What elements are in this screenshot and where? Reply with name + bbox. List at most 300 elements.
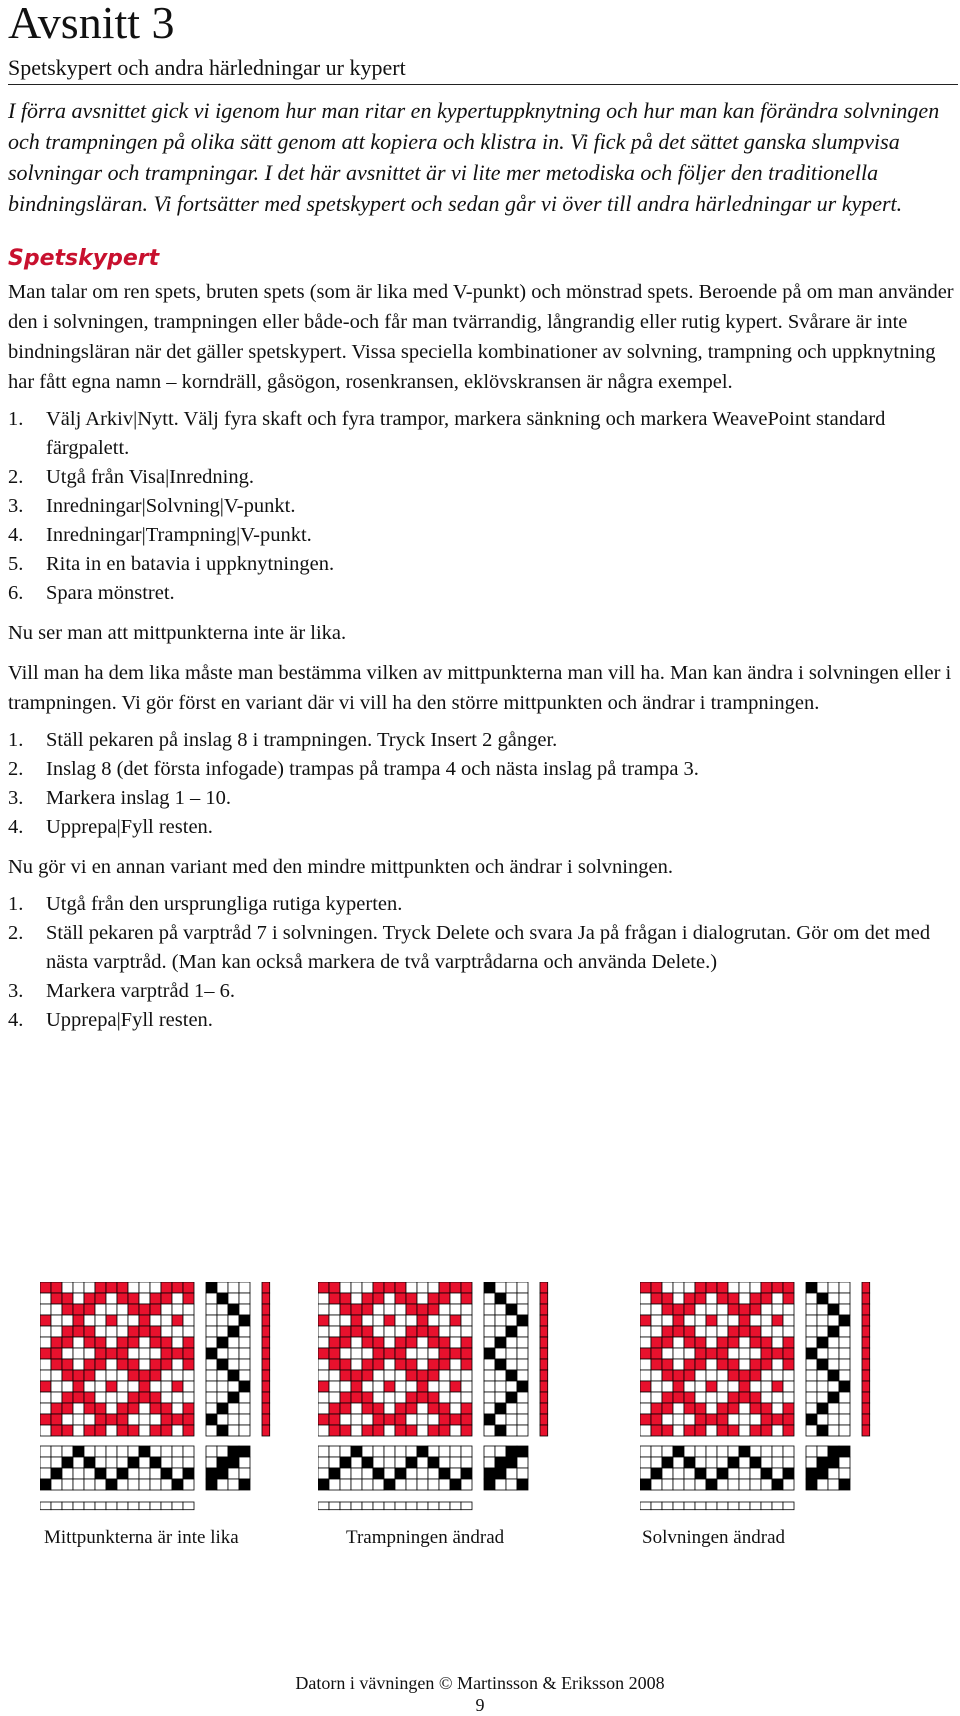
- drawdown-cell: [750, 1326, 761, 1337]
- drawdown-cell: [395, 1326, 406, 1337]
- threading-cell: [439, 1446, 450, 1457]
- drawdown-cell: [139, 1282, 150, 1293]
- drawdown-cell: [139, 1403, 150, 1414]
- threading-cell: [172, 1479, 183, 1490]
- drawdown-cell: [395, 1282, 406, 1293]
- drawdown-cell: [739, 1381, 750, 1392]
- threading-cell: [739, 1468, 750, 1479]
- drawdown-cell: [318, 1370, 329, 1381]
- drawdown-cell: [428, 1403, 439, 1414]
- drawdown-cell: [384, 1403, 395, 1414]
- drawdown-cell: [84, 1403, 95, 1414]
- threading-cell: [717, 1446, 728, 1457]
- drawdown-cell: [106, 1392, 117, 1403]
- warp-color-cell: [183, 1502, 194, 1510]
- drawdown-cell: [40, 1425, 51, 1436]
- drawdown-cell: [783, 1414, 794, 1425]
- drawdown-cell: [450, 1337, 461, 1348]
- threading-cell: [329, 1457, 340, 1468]
- drawdown-cell: [651, 1425, 662, 1436]
- drawdown-cell: [695, 1348, 706, 1359]
- threading-cell: [428, 1468, 439, 1479]
- treadling-cell: [839, 1414, 850, 1425]
- drawdown-cell: [684, 1326, 695, 1337]
- drawdown-cell: [117, 1414, 128, 1425]
- drawdown-cell: [739, 1370, 750, 1381]
- treadling-cell: [828, 1293, 839, 1304]
- list-item-text: Inslag 8 (det första infogade) trampas på trampa 4 och nästa inslag på trampa 3.: [46, 758, 699, 780]
- threading-cell: [761, 1479, 772, 1490]
- drawdown-cell: [450, 1348, 461, 1359]
- treadling-cell: [517, 1414, 528, 1425]
- drawdown-cell: [329, 1425, 340, 1436]
- treadling-cell: [806, 1293, 817, 1304]
- drawdown-cell: [139, 1326, 150, 1337]
- threading-cell: [62, 1468, 73, 1479]
- drawdown-cell: [395, 1348, 406, 1359]
- drawdown-cell: [40, 1381, 51, 1392]
- tieup-cell: [506, 1446, 517, 1457]
- threading-cell: [183, 1457, 194, 1468]
- drawdown-cell: [329, 1414, 340, 1425]
- drawdown-cell: [128, 1348, 139, 1359]
- drawdown-cell: [62, 1414, 73, 1425]
- drawdown-cell: [695, 1282, 706, 1293]
- drawdown-cell: [461, 1304, 472, 1315]
- warp-color-cell: [684, 1502, 695, 1510]
- drawdown-cell: [340, 1359, 351, 1370]
- drawdown-cell: [640, 1326, 651, 1337]
- treadling-cell: [239, 1403, 250, 1414]
- drawdown-cell: [728, 1304, 739, 1315]
- drawdown-cell: [761, 1293, 772, 1304]
- drawdown-cell: [651, 1315, 662, 1326]
- drawdown-cell: [428, 1381, 439, 1392]
- threading-cell: [62, 1479, 73, 1490]
- drawdown-cell: [706, 1425, 717, 1436]
- treadling-cell: [517, 1282, 528, 1293]
- treadling-cell: [217, 1282, 228, 1293]
- warp-color-cell: [384, 1502, 395, 1510]
- drawdown-cell: [340, 1414, 351, 1425]
- threading-cell: [450, 1457, 461, 1468]
- treadling-cell: [817, 1359, 828, 1370]
- treadling-cell: [817, 1348, 828, 1359]
- drawdown-cell: [450, 1359, 461, 1370]
- treadling-cell: [239, 1381, 250, 1392]
- drawdown-cell: [62, 1282, 73, 1293]
- drawdown-cell: [340, 1337, 351, 1348]
- drawdown-cell: [461, 1348, 472, 1359]
- drawdown-cell: [395, 1425, 406, 1436]
- threading-cell: [406, 1457, 417, 1468]
- drawdown-cell: [439, 1348, 450, 1359]
- weft-color-cell: [262, 1403, 270, 1414]
- drawdown-cell: [417, 1359, 428, 1370]
- drawdown-cell: [318, 1282, 329, 1293]
- threading-cell: [761, 1468, 772, 1479]
- treadling-cell: [228, 1392, 239, 1403]
- treadling-cell: [506, 1348, 517, 1359]
- treadling-cell: [817, 1315, 828, 1326]
- threading-cell: [706, 1479, 717, 1490]
- treadling-cell: [517, 1304, 528, 1315]
- drawdown-cell: [673, 1282, 684, 1293]
- threading-cell: [640, 1479, 651, 1490]
- drawdown-cell: [340, 1425, 351, 1436]
- treadling-cell: [828, 1403, 839, 1414]
- treadling-cell: [506, 1304, 517, 1315]
- drawdown-cell: [706, 1381, 717, 1392]
- steps-list-2: [8, 726, 958, 842]
- weft-color-cell: [540, 1282, 548, 1293]
- drawdown-cell: [95, 1414, 106, 1425]
- threading-cell: [439, 1479, 450, 1490]
- drawdown-cell: [750, 1293, 761, 1304]
- drawdown-cell: [351, 1337, 362, 1348]
- threading-cell: [706, 1446, 717, 1457]
- treadling-cell: [206, 1370, 217, 1381]
- warp-color-cell: [640, 1502, 651, 1510]
- drawdown-cell: [662, 1326, 673, 1337]
- drawdown-cell: [318, 1392, 329, 1403]
- threading-cell: [183, 1479, 194, 1490]
- section-paragraph-2: Nu ser man att mittpunkterna inte är lika.: [8, 622, 347, 644]
- drawdown-cell: [772, 1381, 783, 1392]
- treadling-cell: [506, 1370, 517, 1381]
- threading-cell: [51, 1468, 62, 1479]
- list-item-text: Rita in en batavia i uppknytningen.: [46, 553, 335, 575]
- weft-color-cell: [540, 1315, 548, 1326]
- drawdown-cell: [362, 1425, 373, 1436]
- threading-cell: [662, 1457, 673, 1468]
- drawdown-cell: [95, 1381, 106, 1392]
- drawdown-cell: [128, 1403, 139, 1414]
- treadling-cell: [206, 1293, 217, 1304]
- steps-list-3: [8, 890, 958, 1035]
- figure-caption: Mittpunkterna är inte lika: [44, 1527, 239, 1548]
- treadling-cell: [217, 1315, 228, 1326]
- drawdown-cell: [761, 1370, 772, 1381]
- drawdown-cell: [84, 1337, 95, 1348]
- weft-color-cell: [862, 1403, 870, 1414]
- treadling-cell: [228, 1337, 239, 1348]
- drawdown-cell: [717, 1337, 728, 1348]
- threading-cell: [461, 1446, 472, 1457]
- treadling-cell: [817, 1337, 828, 1348]
- drawdown-cell: [783, 1403, 794, 1414]
- drawdown-cell: [673, 1293, 684, 1304]
- drawdown-cell: [51, 1293, 62, 1304]
- drawdown-cell: [640, 1370, 651, 1381]
- threading-cell: [417, 1446, 428, 1457]
- treadling-cell: [517, 1315, 528, 1326]
- drawdown-cell: [772, 1293, 783, 1304]
- drawdown-cell: [695, 1403, 706, 1414]
- drawdown-cell: [384, 1392, 395, 1403]
- drawdown-cell: [739, 1414, 750, 1425]
- threading-cell: [728, 1446, 739, 1457]
- threading-cell: [728, 1479, 739, 1490]
- weft-color-cell: [262, 1315, 270, 1326]
- treadling-cell: [217, 1293, 228, 1304]
- weave-draft-figure: [318, 1282, 568, 1522]
- drawdown-cell: [318, 1304, 329, 1315]
- drawdown-cell: [662, 1370, 673, 1381]
- drawdown-cell: [640, 1315, 651, 1326]
- drawdown-cell: [673, 1359, 684, 1370]
- drawdown-cell: [640, 1425, 651, 1436]
- drawdown-cell: [373, 1337, 384, 1348]
- drawdown-cell: [161, 1359, 172, 1370]
- treadling-cell: [217, 1425, 228, 1436]
- treadling-cell: [228, 1315, 239, 1326]
- drawdown-cell: [329, 1381, 340, 1392]
- tieup-cell: [217, 1457, 228, 1468]
- drawdown-cell: [128, 1315, 139, 1326]
- drawdown-cell: [161, 1370, 172, 1381]
- drawdown-cell: [128, 1359, 139, 1370]
- drawdown-cell: [662, 1381, 673, 1392]
- warp-color-cell: [351, 1502, 362, 1510]
- drawdown-cell: [150, 1414, 161, 1425]
- drawdown-cell: [172, 1304, 183, 1315]
- treadling-cell: [239, 1304, 250, 1315]
- drawdown-cell: [717, 1414, 728, 1425]
- list-item-text: Utgå från den ursprungliga rutiga kyperten.: [46, 893, 403, 915]
- threading-cell: [95, 1457, 106, 1468]
- treadling-cell: [484, 1381, 495, 1392]
- list-item-text: Ställ pekaren på inslag 8 i trampningen. Tryck Insert 2 gånger.: [46, 729, 558, 751]
- drawdown-cell: [51, 1392, 62, 1403]
- treadling-cell: [495, 1293, 506, 1304]
- threading-cell: [340, 1468, 351, 1479]
- drawdown-cell: [150, 1293, 161, 1304]
- drawdown-cell: [373, 1315, 384, 1326]
- drawdown-cell: [84, 1293, 95, 1304]
- threading-cell: [139, 1468, 150, 1479]
- drawdown-cell: [684, 1293, 695, 1304]
- threading-cell: [684, 1457, 695, 1468]
- drawdown-cell: [106, 1425, 117, 1436]
- threading-cell: [373, 1468, 384, 1479]
- tieup-cell: [217, 1468, 228, 1479]
- weft-color-cell: [540, 1403, 548, 1414]
- treadling-cell: [817, 1392, 828, 1403]
- drawdown-cell: [651, 1381, 662, 1392]
- warp-color-cell: [117, 1502, 128, 1510]
- weft-color-cell: [540, 1293, 548, 1304]
- drawdown-cell: [783, 1392, 794, 1403]
- drawdown-cell: [150, 1315, 161, 1326]
- tieup-cell: [506, 1468, 517, 1479]
- drawdown-cell: [772, 1348, 783, 1359]
- drawdown-cell: [150, 1392, 161, 1403]
- drawdown-cell: [761, 1425, 772, 1436]
- drawdown-cell: [117, 1304, 128, 1315]
- drawdown-cell: [684, 1315, 695, 1326]
- weft-color-cell: [862, 1293, 870, 1304]
- treadling-cell: [239, 1392, 250, 1403]
- threading-cell: [139, 1446, 150, 1457]
- drawdown-cell: [706, 1370, 717, 1381]
- drawdown-cell: [695, 1293, 706, 1304]
- drawdown-cell: [750, 1337, 761, 1348]
- drawdown-cell: [772, 1403, 783, 1414]
- drawdown-cell: [51, 1414, 62, 1425]
- threading-cell: [373, 1457, 384, 1468]
- list-item: [8, 550, 958, 579]
- weft-color-cell: [540, 1381, 548, 1392]
- drawdown-cell: [351, 1326, 362, 1337]
- drawdown-cell: [161, 1326, 172, 1337]
- warp-color-cell: [373, 1502, 384, 1510]
- drawdown-cell: [362, 1370, 373, 1381]
- weft-color-cell: [262, 1282, 270, 1293]
- drawdown-cell: [684, 1370, 695, 1381]
- drawdown-cell: [439, 1326, 450, 1337]
- treadling-cell: [484, 1293, 495, 1304]
- treadling-cell: [484, 1414, 495, 1425]
- drawdown-cell: [717, 1293, 728, 1304]
- drawdown-cell: [318, 1403, 329, 1414]
- threading-cell: [318, 1457, 329, 1468]
- drawdown-cell: [428, 1425, 439, 1436]
- drawdown-cell: [728, 1414, 739, 1425]
- drawdown-cell: [706, 1414, 717, 1425]
- drawdown-cell: [183, 1392, 194, 1403]
- threading-cell: [351, 1457, 362, 1468]
- warp-color-cell: [651, 1502, 662, 1510]
- drawdown-cell: [640, 1348, 651, 1359]
- drawdown-cell: [717, 1282, 728, 1293]
- warp-color-cell: [106, 1502, 117, 1510]
- drawdown-cell: [728, 1337, 739, 1348]
- drawdown-cell: [117, 1392, 128, 1403]
- drawdown-cell: [340, 1293, 351, 1304]
- treadling-cell: [806, 1414, 817, 1425]
- drawdown-cell: [40, 1403, 51, 1414]
- treadling-cell: [484, 1304, 495, 1315]
- drawdown-cell: [150, 1326, 161, 1337]
- drawdown-cell: [428, 1293, 439, 1304]
- drawdown-cell: [362, 1392, 373, 1403]
- warp-color-cell: [772, 1502, 783, 1510]
- drawdown-cell: [728, 1381, 739, 1392]
- drawdown-cell: [761, 1337, 772, 1348]
- weave-draft-figure: [640, 1282, 890, 1522]
- drawdown-cell: [373, 1348, 384, 1359]
- threading-cell: [662, 1479, 673, 1490]
- threading-cell: [84, 1468, 95, 1479]
- drawdown-cell: [128, 1392, 139, 1403]
- drawdown-cell: [40, 1370, 51, 1381]
- drawdown-cell: [461, 1337, 472, 1348]
- drawdown-cell: [750, 1359, 761, 1370]
- treadling-cell: [828, 1315, 839, 1326]
- drawdown-cell: [340, 1381, 351, 1392]
- list-item-number: 6.: [8, 582, 24, 604]
- treadling-cell: [206, 1315, 217, 1326]
- drawdown-cell: [783, 1348, 794, 1359]
- threading-cell: [161, 1468, 172, 1479]
- drawdown-cell: [351, 1315, 362, 1326]
- drawdown-cell: [329, 1304, 340, 1315]
- drawdown-cell: [783, 1315, 794, 1326]
- drawdown-cell: [717, 1425, 728, 1436]
- weft-color-cell: [262, 1414, 270, 1425]
- drawdown-cell: [450, 1315, 461, 1326]
- drawdown-cell: [728, 1326, 739, 1337]
- drawdown-cell: [739, 1282, 750, 1293]
- drawdown-cell: [117, 1326, 128, 1337]
- drawdown-cell: [106, 1414, 117, 1425]
- treadling-cell: [495, 1381, 506, 1392]
- treadling-cell: [217, 1326, 228, 1337]
- drawdown-cell: [695, 1425, 706, 1436]
- drawdown-cell: [417, 1348, 428, 1359]
- treadling-cell: [217, 1304, 228, 1315]
- drawdown-cell: [651, 1304, 662, 1315]
- drawdown-cell: [362, 1315, 373, 1326]
- tieup-cell: [239, 1479, 250, 1490]
- drawdown-cell: [783, 1359, 794, 1370]
- treadling-cell: [484, 1348, 495, 1359]
- threading-cell: [73, 1457, 84, 1468]
- drawdown-cell: [772, 1359, 783, 1370]
- drawdown-cell: [95, 1326, 106, 1337]
- weft-color-cell: [862, 1414, 870, 1425]
- drawdown-cell: [84, 1370, 95, 1381]
- treadling-cell: [828, 1348, 839, 1359]
- drawdown-cell: [750, 1282, 761, 1293]
- tieup-cell: [239, 1446, 250, 1457]
- threading-cell: [384, 1479, 395, 1490]
- drawdown-cell: [406, 1304, 417, 1315]
- drawdown-cell: [73, 1414, 84, 1425]
- drawdown-cell: [150, 1304, 161, 1315]
- threading-cell: [73, 1479, 84, 1490]
- drawdown-cell: [95, 1348, 106, 1359]
- treadling-cell: [495, 1359, 506, 1370]
- drawdown-cell: [128, 1337, 139, 1348]
- threading-cell: [128, 1446, 139, 1457]
- threading-cell: [695, 1446, 706, 1457]
- tieup-cell: [484, 1457, 495, 1468]
- drawdown-cell: [417, 1293, 428, 1304]
- drawdown-cell: [384, 1315, 395, 1326]
- tieup-cell: [484, 1468, 495, 1479]
- drawdown-cell: [684, 1414, 695, 1425]
- threading-cell: [684, 1479, 695, 1490]
- drawdown-cell: [139, 1293, 150, 1304]
- treadling-cell: [495, 1370, 506, 1381]
- drawdown-cell: [728, 1293, 739, 1304]
- treadling-cell: [495, 1315, 506, 1326]
- list-item-number: 2.: [8, 466, 24, 488]
- drawdown-cell: [183, 1370, 194, 1381]
- drawdown-cell: [750, 1403, 761, 1414]
- drawdown-cell: [373, 1392, 384, 1403]
- tieup-cell: [839, 1457, 850, 1468]
- drawdown-cell: [95, 1315, 106, 1326]
- drawdown-cell: [172, 1381, 183, 1392]
- drawdown-cell: [384, 1359, 395, 1370]
- drawdown-cell: [428, 1326, 439, 1337]
- treadling-cell: [206, 1304, 217, 1315]
- threading-cell: [161, 1479, 172, 1490]
- threading-cell: [172, 1457, 183, 1468]
